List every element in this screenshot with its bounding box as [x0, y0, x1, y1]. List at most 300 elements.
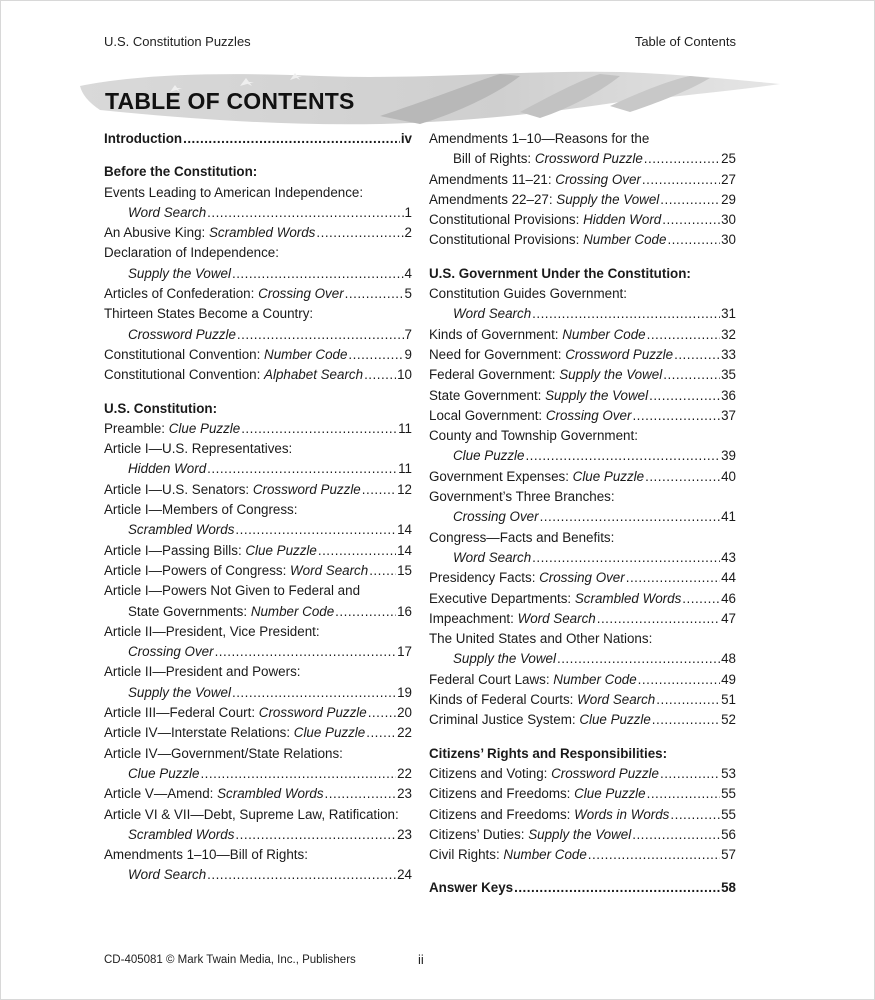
dot-leader — [514, 878, 720, 898]
dot-leader — [674, 345, 720, 365]
dot-leader — [368, 703, 396, 723]
dot-leader — [525, 446, 720, 466]
toc-entry[interactable] — [429, 325, 736, 345]
dot-leader — [645, 467, 720, 487]
toc-entry-puzzle-type: Scrambled Words — [128, 522, 235, 538]
toc-entry[interactable] — [429, 764, 736, 784]
toc-page-number: 25 — [721, 151, 736, 167]
toc-entry[interactable] — [104, 365, 412, 385]
toc-entry-puzzle-type: Scrambled Words — [128, 826, 235, 842]
toc-entry-label: Article V—Amend: — [104, 786, 218, 802]
toc-page-number: 11 — [398, 420, 412, 436]
dot-leader — [670, 805, 720, 825]
page-number: ii — [418, 952, 424, 967]
toc-entry[interactable] — [104, 642, 412, 662]
toc-entry[interactable] — [429, 230, 736, 250]
toc-entry[interactable] — [429, 609, 736, 629]
toc-entry-title-line: Article VI & VII—Debt, Supreme Law, Ratification: — [104, 806, 399, 822]
toc-entry-puzzle-type: Number Code — [583, 232, 667, 248]
toc-entry[interactable] — [429, 386, 736, 406]
toc-entry[interactable] — [429, 345, 736, 365]
toc-entry-puzzle-type: Crossword Puzzle — [551, 765, 659, 781]
toc-entry-text — [453, 149, 643, 169]
toc-page-number: 36 — [721, 387, 736, 403]
toc-entry-puzzle-type: Supply the Vowel — [559, 367, 663, 383]
toc-entry-text — [429, 710, 651, 730]
toc-entry-puzzle-type: Word Search — [453, 306, 532, 322]
toc-entry[interactable] — [104, 723, 412, 743]
toc-entry-text — [453, 507, 539, 527]
dot-leader — [532, 304, 720, 324]
dot-leader — [626, 568, 720, 588]
toc-entry[interactable] — [104, 520, 412, 540]
toc-entry-text — [453, 548, 531, 568]
toc-page-number: 32 — [721, 326, 736, 342]
toc-entry-puzzle-type: Word Search — [128, 204, 207, 220]
toc-entry[interactable] — [429, 784, 736, 804]
toc-entry[interactable] — [429, 649, 736, 669]
toc-entry[interactable] — [104, 203, 412, 223]
toc-entry-text — [429, 190, 659, 210]
dot-leader — [667, 230, 720, 250]
dot-leader — [647, 784, 721, 804]
toc-entry-label: Federal Government: — [429, 367, 560, 383]
toc-entry-title-line: Thirteen States Become a Country: — [104, 306, 314, 322]
toc-entry-text — [429, 784, 646, 804]
toc-entry-label: Government Expenses: — [429, 468, 573, 484]
toc-entry-title-line: Article I—Members of Congress: — [104, 502, 298, 518]
toc-entry-puzzle-type: Supply the Vowel — [128, 265, 231, 281]
toc-entry-label: Constitutional Provisions: — [429, 232, 584, 248]
toc-entry-puzzle-type: Clue Puzzle — [579, 712, 651, 728]
toc-section-heading: U.S. Constitution: — [104, 400, 218, 416]
toc-entry-label: Local Government: — [429, 407, 546, 423]
toc-entry-text — [453, 649, 556, 669]
toc-entry-puzzle-type: Hidden Word — [583, 212, 662, 228]
toc-entry-puzzle-type: Supply the Vowel — [556, 191, 660, 207]
toc-page-number: 14 — [397, 522, 412, 538]
toc-entry-label: Amendments 22–27: — [429, 191, 557, 207]
toc-entry-label: Impeachment: — [429, 610, 518, 626]
toc-entry-puzzle-type: Crossword Puzzle — [258, 705, 367, 721]
toc-entry-label: Kinds of Government: — [429, 326, 563, 342]
toc-entry-puzzle-type: Scrambled Words — [217, 786, 324, 802]
toc-page-number: 58 — [721, 880, 736, 896]
toc-page-number: 55 — [721, 806, 736, 822]
toc-entry-puzzle-type: Clue Puzzle — [128, 765, 200, 781]
toc-entry-text — [453, 446, 524, 466]
toc-entry-text — [429, 467, 644, 487]
toc-entry[interactable] — [429, 825, 736, 845]
toc-entry[interactable] — [104, 223, 412, 243]
toc-entry-label: Executive Departments: — [429, 590, 575, 606]
toc-entry-label: Articles of Confederation: — [104, 286, 259, 302]
toc-entry-label: Answer Keys — [429, 880, 514, 896]
toc-entry-puzzle-type: Clue Puzzle — [453, 448, 525, 464]
toc-entry-label: Amendments 11–21: — [429, 171, 556, 187]
toc-entry-text — [128, 642, 214, 662]
toc-page-number: 57 — [721, 847, 736, 863]
toc-entry-text — [429, 170, 641, 190]
dot-leader — [660, 190, 720, 210]
toc-entry[interactable] — [429, 467, 736, 487]
toc-entry-label: Constitutional Convention: — [104, 346, 265, 362]
toc-entry-text — [429, 609, 596, 629]
dot-leader — [183, 129, 400, 149]
toc-entry-puzzle-type: Crossing Over — [258, 286, 344, 302]
toc-entry-puzzle-type: Word Search — [517, 610, 596, 626]
dot-leader — [652, 710, 720, 730]
toc-entry-puzzle-type: Word Search — [290, 562, 369, 578]
toc-entry-label: Federal Court Laws: — [429, 671, 554, 687]
toc-entry-puzzle-type: Crossing Over — [453, 509, 539, 525]
toc-entry-label: Bill of Rights: — [453, 151, 535, 167]
toc-entry-title-line: Article II—President and Powers: — [104, 664, 301, 680]
toc-entry-text — [429, 805, 669, 825]
toc-entry-puzzle-type: Scrambled Words — [574, 590, 682, 606]
toc-entry-text — [128, 683, 231, 703]
toc-page-number: 23 — [397, 786, 412, 802]
toc-entry-text — [128, 459, 206, 479]
dot-leader — [532, 548, 720, 568]
toc-page-number: 11 — [398, 461, 412, 477]
toc-page-number: 22 — [397, 725, 412, 741]
toc-page-number: 17 — [397, 644, 412, 660]
toc-entry-puzzle-type: Clue Puzzle — [293, 725, 366, 741]
toc-entry-text — [429, 878, 513, 898]
toc-page-number: 56 — [721, 826, 736, 842]
toc-page-number: 4 — [404, 265, 412, 281]
toc-page-number: iv — [400, 131, 412, 146]
toc-page-number: 14 — [397, 542, 412, 558]
toc-entry[interactable] — [429, 548, 736, 568]
toc-entry-label: Criminal Justice System: — [429, 712, 580, 728]
dot-leader — [682, 589, 720, 609]
dot-leader — [647, 325, 721, 345]
dot-leader — [235, 825, 396, 845]
toc-entry[interactable] — [104, 764, 412, 784]
toc-entry[interactable] — [429, 589, 736, 609]
toc-entry-puzzle-type: Supply the Vowel — [545, 387, 649, 403]
toc-page-number: 31 — [721, 306, 736, 322]
dot-leader — [369, 561, 396, 581]
toc-page-number: 27 — [721, 171, 736, 187]
toc-entry-label: Kinds of Federal Courts: — [429, 692, 578, 708]
toc-entry-text — [429, 845, 587, 865]
dot-leader — [232, 264, 404, 284]
toc-entry-text — [429, 386, 648, 406]
toc-entry-puzzle-type: Words in Words — [574, 806, 670, 822]
toc-page-number: 22 — [397, 765, 412, 781]
toc-entry-title-line: County and Township Government: — [429, 428, 638, 444]
toc-page-number: 30 — [721, 212, 736, 228]
dot-leader — [345, 284, 404, 304]
running-head-section: Table of Contents — [634, 34, 736, 49]
toc-entry-title-line: Article II—President, Vice President: — [104, 623, 320, 639]
dot-leader — [325, 784, 397, 804]
toc-page-number: 40 — [721, 468, 736, 484]
toc-page-number: 16 — [397, 603, 412, 619]
toc-entry[interactable] — [429, 507, 736, 527]
toc-page-number: 48 — [721, 651, 736, 667]
toc-entry-text — [429, 690, 655, 710]
toc-entry[interactable] — [104, 602, 412, 622]
toc-page-number: 20 — [397, 705, 412, 721]
dot-leader — [557, 649, 720, 669]
toc-entry[interactable] — [429, 304, 736, 324]
toc-entry-label: Article III—Federal Court: — [104, 705, 259, 721]
toc-entry-text — [104, 129, 182, 149]
toc-entry-title-line: Article I—U.S. Representatives: — [104, 441, 293, 457]
dot-leader — [632, 406, 720, 426]
dot-leader — [644, 149, 720, 169]
toc-entry[interactable] — [429, 149, 736, 169]
toc-entry-text — [128, 825, 234, 845]
toc-entry-puzzle-type: Word Search — [577, 692, 656, 708]
toc-entry[interactable] — [104, 703, 412, 723]
toc-entry-label: An Abusive King: — [104, 225, 209, 241]
toc-entry-text — [429, 589, 681, 609]
toc-entry-text — [429, 365, 662, 385]
toc-entry-label: Introduction — [104, 131, 183, 146]
toc-page-number: 2 — [404, 225, 412, 241]
toc-entry[interactable] — [429, 845, 736, 865]
toc-entry-text — [128, 520, 234, 540]
dot-leader — [660, 764, 720, 784]
toc-entry-text — [128, 325, 236, 345]
toc-entry-text — [128, 602, 334, 622]
toc-page-number: 41 — [721, 509, 736, 525]
toc-entry-title-line: The United States and Other Nations: — [429, 631, 653, 647]
toc-entry-label: Article I—Powers of Congress: — [104, 562, 291, 578]
toc-entry-puzzle-type: Number Code — [250, 603, 335, 619]
toc-entry-puzzle-type: Number Code — [553, 671, 637, 687]
dot-leader — [207, 865, 396, 885]
toc-page-number: 29 — [721, 191, 736, 207]
toc-entry-text — [128, 865, 206, 885]
toc-entry-label: Preamble: — [104, 420, 169, 436]
toc-entry-label: Need for Government: — [429, 346, 566, 362]
toc-page-number: 30 — [721, 232, 736, 248]
toc-entry-puzzle-type: Word Search — [453, 549, 532, 565]
dot-leader — [207, 459, 397, 479]
toc-entry[interactable] — [104, 264, 412, 284]
toc-entry-title-line: Congress—Facts and Benefits: — [429, 529, 615, 545]
toc-entry-label: Citizens and Freedoms: — [429, 806, 575, 822]
toc-section-heading: Before the Constitution: — [104, 164, 258, 180]
toc-entry-text — [104, 561, 368, 581]
toc-page-number: 5 — [404, 286, 412, 302]
toc-entry-puzzle-type: Scrambled Words — [208, 225, 316, 241]
toc-right-column — [429, 129, 736, 899]
toc-page-number: 12 — [397, 481, 412, 497]
toc-entry-text — [104, 480, 361, 500]
dot-leader — [597, 609, 720, 629]
toc-entry-puzzle-type: Hidden Word — [128, 461, 207, 477]
toc-entry-text — [104, 784, 324, 804]
toc-entry[interactable] — [104, 825, 412, 845]
toc-page-number: 24 — [397, 867, 412, 883]
toc-entry-puzzle-type: Supply the Vowel — [128, 684, 231, 700]
dot-leader — [348, 345, 403, 365]
toc-page-number: 53 — [721, 765, 736, 781]
toc-entry-label: Citizens and Freedoms: — [429, 786, 575, 802]
toc-entry-puzzle-type: Crossword Puzzle — [252, 481, 361, 497]
toc-entry[interactable] — [429, 365, 736, 385]
toc-entry-label: State Governments: — [128, 603, 251, 619]
toc-entry-text — [429, 825, 631, 845]
toc-entry-text — [429, 325, 646, 345]
toc-entry[interactable] — [429, 805, 736, 825]
toc-page-number: 10 — [397, 367, 412, 383]
toc-entry[interactable] — [429, 446, 736, 466]
toc-entry-title-line: Government’s Three Branches: — [429, 489, 615, 505]
toc-entry-text — [128, 264, 231, 284]
toc-entry-label: Constitutional Provisions: — [429, 212, 584, 228]
toc-main-entry[interactable] — [104, 129, 412, 149]
toc-page-number: 44 — [721, 570, 736, 586]
toc-entry-text — [104, 284, 344, 304]
toc-entry-label: Civil Rights: — [429, 847, 504, 863]
toc-entry-label: Article I—U.S. Senators: — [104, 481, 253, 497]
dot-leader — [200, 764, 396, 784]
toc-entry[interactable] — [104, 325, 412, 345]
toc-entry-label: Constitutional Convention: — [104, 367, 265, 383]
toc-entry-puzzle-type: Clue Puzzle — [574, 786, 646, 802]
toc-entry-text — [429, 345, 673, 365]
toc-page-number: 51 — [721, 692, 736, 708]
dot-leader — [318, 541, 396, 561]
toc-entry[interactable] — [429, 210, 736, 230]
dot-leader — [335, 602, 396, 622]
toc-entry-text — [104, 223, 315, 243]
toc-entry-text — [429, 670, 637, 690]
toc-entry[interactable] — [429, 406, 736, 426]
toc-entry-label: State Government: — [429, 387, 546, 403]
toc-entry-text — [429, 210, 661, 230]
toc-entry-label: Citizens’ Duties: — [429, 826, 529, 842]
dot-leader — [638, 670, 720, 690]
toc-page-number: 52 — [721, 712, 736, 728]
toc-page-number: 15 — [397, 562, 412, 578]
dot-leader — [362, 480, 396, 500]
toc-entry-text — [453, 304, 531, 324]
toc-entry[interactable] — [104, 459, 412, 479]
toc-entry[interactable] — [104, 784, 412, 804]
toc-page-number: 9 — [404, 346, 412, 362]
dot-leader — [649, 386, 720, 406]
toc-entry-title-line: Amendments 1–10—Bill of Rights: — [104, 847, 308, 863]
toc-entry[interactable] — [104, 541, 412, 561]
dot-leader — [241, 419, 397, 439]
toc-entry-puzzle-type: Clue Puzzle — [168, 420, 241, 436]
footer-copyright: CD-405081 © Mark Twain Media, Inc., Publishers — [104, 954, 356, 966]
toc-entry[interactable] — [104, 683, 412, 703]
toc-entry[interactable] — [429, 690, 736, 710]
toc-entry-label: Article IV—Interstate Relations: — [104, 725, 294, 741]
dot-leader — [588, 845, 720, 865]
toc-entry-puzzle-type: Clue Puzzle — [245, 542, 317, 558]
toc-entry-title-line: Article IV—Government/State Relations: — [104, 745, 343, 761]
toc-entry-puzzle-type: Crossing Over — [545, 407, 632, 423]
toc-entry-text — [429, 406, 631, 426]
toc-entry-puzzle-type: Number Code — [264, 346, 348, 362]
toc-page-number: 55 — [721, 786, 736, 802]
toc-entry-title-line: Declaration of Independence: — [104, 245, 279, 261]
toc-page-number: 33 — [721, 346, 736, 362]
dot-leader — [540, 507, 721, 527]
toc-entry-puzzle-type: Clue Puzzle — [572, 468, 645, 484]
toc-entry-text — [429, 764, 659, 784]
toc-entry-puzzle-type: Word Search — [128, 867, 207, 883]
toc-entry[interactable] — [429, 190, 736, 210]
toc-page-number: 37 — [721, 407, 736, 423]
dot-leader — [656, 690, 720, 710]
toc-entry[interactable] — [429, 568, 736, 588]
toc-entry-puzzle-type: Supply the Vowel — [528, 826, 632, 842]
toc-entry[interactable] — [104, 561, 412, 581]
dot-leader — [366, 723, 396, 743]
toc-entry-label: Citizens and Voting: — [429, 765, 552, 781]
toc-page-number: 23 — [397, 826, 412, 842]
toc-entry-puzzle-type: Number Code — [503, 847, 587, 863]
dot-leader — [642, 170, 720, 190]
toc-left-column — [104, 129, 412, 886]
toc-entry[interactable] — [104, 480, 412, 500]
toc-entry-puzzle-type: Crossword Puzzle — [565, 346, 674, 362]
toc-page-number: 39 — [721, 448, 736, 464]
dot-leader — [237, 325, 404, 345]
toc-entry-title-line: Events Leading to American Independence: — [104, 184, 364, 200]
toc-entry[interactable] — [429, 670, 736, 690]
toc-entry-puzzle-type: Supply the Vowel — [453, 651, 556, 667]
toc-entry[interactable] — [104, 284, 412, 304]
toc-entry-puzzle-type: Number Code — [562, 326, 646, 342]
toc-entry-text — [104, 541, 317, 561]
dot-leader — [364, 365, 396, 385]
toc-entry-text — [128, 203, 206, 223]
toc-entry-text — [104, 365, 363, 385]
toc-entry[interactable] — [104, 419, 412, 439]
toc-entry[interactable] — [104, 345, 412, 365]
toc-entry-text — [104, 703, 367, 723]
toc-section-heading: Citizens’ Rights and Responsibilities: — [429, 745, 668, 761]
toc-entry-puzzle-type: Alphabet Search — [264, 367, 364, 383]
toc-page-number: 7 — [404, 326, 412, 342]
toc-entry-puzzle-type: Crossword Puzzle — [128, 326, 236, 342]
toc-entry-text — [429, 568, 625, 588]
toc-entry-title-line: Article I—Powers Not Given to Federal and — [104, 583, 361, 599]
dot-leader — [316, 223, 403, 243]
page-title: TABLE OF CONTENTS — [105, 88, 355, 114]
toc-entry-text — [104, 345, 347, 365]
toc-entry[interactable] — [429, 710, 736, 730]
toc-page-number: 43 — [721, 549, 736, 565]
toc-entry-puzzle-type: Crossword Puzzle — [534, 151, 643, 167]
dot-leader — [232, 683, 396, 703]
toc-entry[interactable] — [104, 865, 412, 885]
toc-entry-puzzle-type: Crossing Over — [539, 570, 625, 586]
toc-page-number: 19 — [397, 684, 412, 700]
toc-page-number: 49 — [721, 671, 736, 687]
toc-main-entry[interactable] — [429, 878, 736, 898]
toc-entry[interactable] — [429, 170, 736, 190]
toc-entry-title-line: Amendments 1–10—Reasons for the — [429, 131, 650, 146]
toc-page-number: 47 — [721, 610, 736, 626]
dot-leader — [632, 825, 720, 845]
dot-leader — [235, 520, 396, 540]
toc-entry-text — [104, 419, 240, 439]
